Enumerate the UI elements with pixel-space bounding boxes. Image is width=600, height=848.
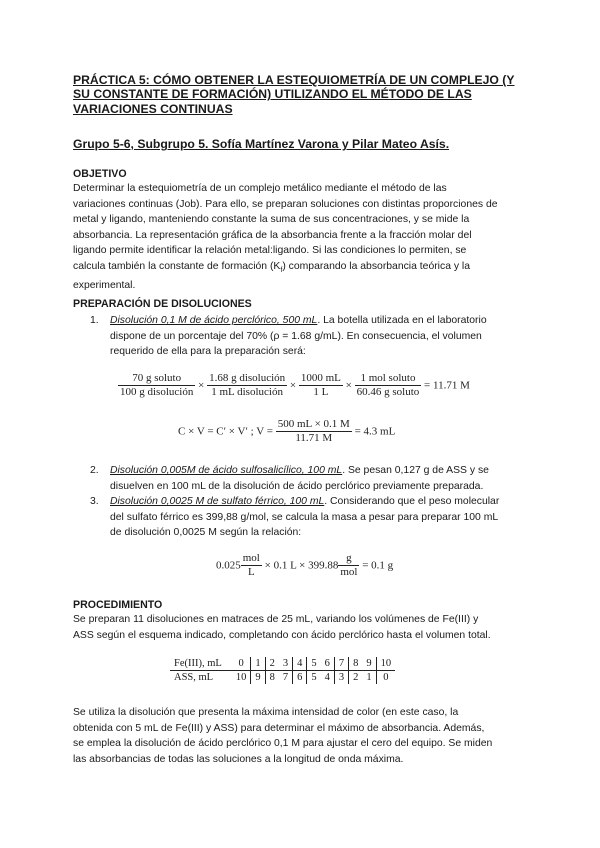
objetivo-line: ligando permite identificar la relación metal:ligando. Si las condiciones lo permiten, se xyxy=(73,245,467,256)
times-sign: × xyxy=(289,379,297,392)
equation-result: = 11.71 M xyxy=(424,379,470,392)
objetivo-line: metal y ligando, manteniendo constante la suma de sus concentraciones, y se mide la xyxy=(73,214,470,225)
item-title: Disolución 0,005M de ácido sulfosalicílico, 100 mL xyxy=(110,465,343,476)
list-number: 1. xyxy=(90,315,99,326)
list-number: 2. xyxy=(90,465,99,476)
procedimiento-paragraph-2 xyxy=(73,705,492,767)
times-sign: × xyxy=(345,379,352,392)
table-cell: 7 xyxy=(282,672,289,683)
item-text: requerido de ella para la preparación será: xyxy=(110,346,306,357)
frac-den: 100 g disolución xyxy=(120,386,194,398)
table-cell: 6 xyxy=(293,671,307,685)
item-text: disuelven en 100 mL de la disolución de ácido perclórico previamente preparada. xyxy=(110,480,484,492)
procedimiento-line: Se utiliza la disolución que presenta la máxima intensidad de color (en este caso, la xyxy=(73,707,459,718)
item-text: del sulfato férrico es 399,88 g/mol, se calcula la masa a pesar para preparar 100 mL xyxy=(110,511,499,523)
item-text: de disolución 0,0025 M según la relación: xyxy=(110,527,302,538)
frac-num: 1.68 g disolución xyxy=(209,372,286,384)
equation-dilution xyxy=(178,418,395,445)
objetivo-line: experimental. xyxy=(73,280,136,292)
frac-num: 1000 mL xyxy=(300,372,341,384)
table-row xyxy=(170,671,395,685)
table-cell: 3 xyxy=(334,671,348,685)
objetivo-paragraph xyxy=(73,181,498,294)
frac-den: L xyxy=(247,566,255,578)
table-cell: 7 xyxy=(334,657,348,671)
table-cell: 0 xyxy=(232,657,251,671)
row-label: ASS, mL xyxy=(174,672,214,683)
table-cell: 2 xyxy=(349,671,363,685)
volumes-table xyxy=(170,657,395,684)
procedimiento-line: obtenida con 5 mL de Fe(III) y ASS) para determinar el máximo de absorbancia. Además, xyxy=(73,722,485,734)
table-cell: 5 xyxy=(307,671,321,685)
objetivo-line: absorbancia. La representación gráfica de la absorbancia frente a la fracción molar del xyxy=(73,229,472,241)
authors-line: Grupo 5-6, Subgrupo 5. Sofía Martínez Varona y Pilar Mateo Asís. xyxy=(73,137,450,151)
list-item xyxy=(90,494,530,542)
item-text: . Considerando que el peso molecular xyxy=(324,496,500,507)
table-cell: 8 xyxy=(349,657,363,671)
frac-num: 70 g soluto xyxy=(118,372,195,386)
objetivo-line: Determinar la estequiometría de un complejo metálico mediante el método de las xyxy=(73,183,447,194)
frac-den: 1 mL disolución xyxy=(211,386,283,398)
table-cell: 10 xyxy=(235,672,247,683)
item-text: dispone de un porcentaje del 70% (ρ = 1.68 g/mL). En consecuencia, el volumen xyxy=(110,330,482,342)
table-cell: 4 xyxy=(293,657,307,671)
table-cell: 1 xyxy=(366,672,372,683)
table-cell: 3 xyxy=(279,657,293,671)
list-item xyxy=(90,463,530,495)
item-title: Disolución 0,0025 M de sulfato férrico, 100 mL xyxy=(110,496,325,507)
row-label: Fe(III), mL xyxy=(170,657,232,671)
procedimiento-line: se emplea la disolución de ácido perclórico 0,1 M para ajustar el cero del equipo. Se miden xyxy=(73,738,493,749)
table-cell: 9 xyxy=(362,657,376,671)
equation-term: × 0.1 L × 399.88 xyxy=(264,559,339,572)
procedimiento-line: ASS según el esquema indicado, completando con ácido perclórico hasta el volumen total. xyxy=(73,629,491,641)
list-item xyxy=(90,313,530,361)
objetivo-line: variaciones continuas (Job). Para ello, se preparan soluciones con distintas proporciones de xyxy=(73,198,498,210)
table-cell: 9 xyxy=(251,671,265,685)
frac-den: 60.46 g soluto xyxy=(356,386,420,398)
equation-mass xyxy=(216,552,393,579)
page-title: PRÁCTICA 5: CÓMO OBTENER LA ESTEQUIOMETRÍA DE UN COMPLEJO (Y SU CONSTANTE DE FORMACIÓN) UTILIZANDO EL MÉTODO DE LAS VARIACIONES CONTINUAS xyxy=(73,73,515,116)
preparacion-heading: PREPARACIÓN DE DISOLUCIONES xyxy=(73,298,252,310)
table-cell: 8 xyxy=(265,671,279,685)
table-row xyxy=(170,657,395,671)
item-text: . Se pesan 0,127 g de ASS y se xyxy=(342,465,489,476)
item-text: . La botella utilizada en el laboratorio xyxy=(317,315,487,326)
objetivo-line xyxy=(73,259,498,279)
table-cell: 1 xyxy=(251,657,265,671)
procedimiento-line: Se preparan 11 disoluciones en matraces de 25 mL, variando los volúmenes de Fe(III) y xyxy=(73,614,479,625)
frac-den: 11.71 M xyxy=(295,432,333,444)
equation-left: C × V = C′ × V′ ; V = xyxy=(178,425,273,438)
frac-num: 1 mol soluto xyxy=(355,372,422,386)
equation-result: = 4.3 mL xyxy=(354,425,396,438)
frac-num: g xyxy=(338,552,359,566)
equation-term: 0.025 xyxy=(216,559,241,572)
objetivo-heading: OBJETIVO xyxy=(73,168,127,180)
table-cell: 6 xyxy=(321,657,335,671)
frac-num: 500 mL × 0.1 M xyxy=(277,418,350,430)
list-number: 3. xyxy=(90,496,99,507)
table-cell: 10 xyxy=(376,657,395,671)
kf-subscript: f xyxy=(280,266,283,274)
procedimiento-paragraph xyxy=(73,612,491,643)
table-cell: 4 xyxy=(324,672,330,683)
procedimiento-heading: PROCEDIMIENTO xyxy=(73,599,163,611)
kf-text: calcula también la constante de formación (K xyxy=(73,260,281,272)
frac-den: 1 L xyxy=(313,386,329,398)
item-title: Disolución 0,1 M de ácido perclórico, 500 mL xyxy=(110,315,318,326)
equation-concentration xyxy=(118,372,470,399)
table-cell: 0 xyxy=(376,671,395,685)
frac-den: mol xyxy=(340,566,358,578)
procedimiento-line: las absorbancias de todas las soluciones a la longitud de onda máxima. xyxy=(73,753,404,765)
kf-text-post: ) comparando la absorbancia teórica y la xyxy=(282,260,471,272)
frac-num: mol xyxy=(242,552,260,564)
times-sign: × xyxy=(198,379,205,392)
table-cell: 2 xyxy=(265,657,279,671)
equation-result: = 0.1 g xyxy=(362,559,394,572)
table-cell: 5 xyxy=(307,657,321,671)
